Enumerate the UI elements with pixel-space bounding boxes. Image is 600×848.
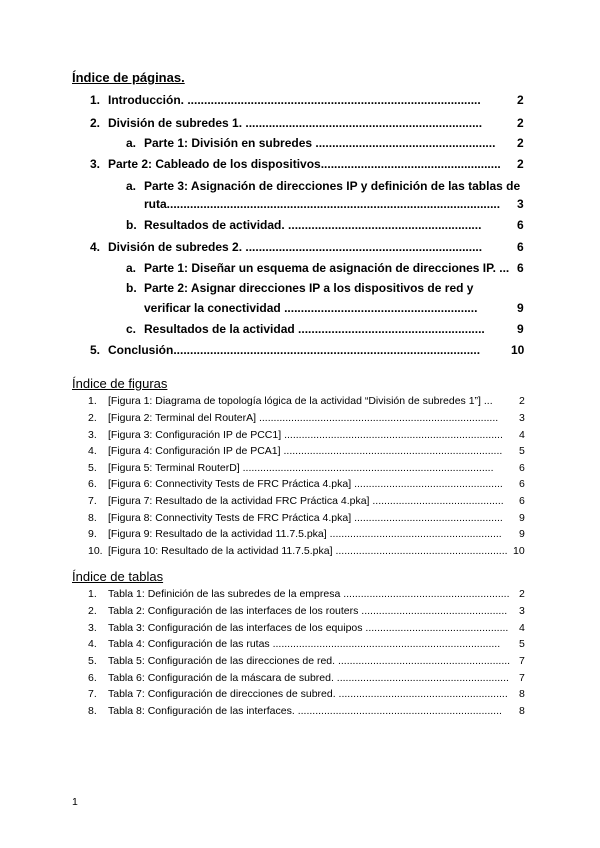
figure-entry[interactable]	[88, 412, 528, 426]
table-entry-text: Tabla 8: Configuración de las interfaces. ......................................................................	[108, 705, 502, 717]
figure-entry-page: 3	[519, 412, 525, 424]
figure-entry-page: 6	[519, 495, 525, 507]
toc-entry-text: Parte 1: División en subredes ......................................................	[144, 136, 496, 150]
figure-entry-page: 5	[519, 445, 525, 457]
toc-entry[interactable]	[126, 136, 526, 152]
toc-entry-text: Introducción. ........................................................................................	[108, 93, 481, 107]
toc-entry-page: 2	[517, 136, 524, 150]
table-entry-text: Tabla 4: Configuración de las rutas ..............................................................................	[108, 638, 501, 650]
toc-entry-continuation[interactable]	[144, 197, 526, 213]
figure-entry-text: [Figura 5: Terminal RouterD] ......................................................................................	[108, 462, 494, 474]
table-entry[interactable]	[88, 705, 528, 719]
figure-entry-page: 2	[519, 395, 525, 407]
table-entry-number: 1.	[88, 588, 97, 600]
figure-entry-text: [Figura 1: Diagrama de topología lógica de la actividad “División de subredes 1”] ...	[108, 395, 493, 407]
figure-entry[interactable]	[88, 445, 528, 459]
toc-entry[interactable]	[90, 93, 526, 109]
figure-entry-number: 9.	[88, 528, 97, 540]
table-entry-page: 4	[519, 622, 525, 634]
table-entry[interactable]	[88, 672, 528, 686]
toc-entry-text: Parte 2: Asignar direcciones IP a los dispositivos de red y	[144, 281, 474, 295]
toc-entry-number: a.	[126, 179, 137, 193]
table-entry-number: 3.	[88, 622, 97, 634]
figure-entry-text: [Figura 6: Connectivity Tests de FRC Práctica 4.pka] ...................................................	[108, 478, 503, 490]
toc-entry[interactable]	[90, 116, 526, 132]
figure-entry-page: 6	[519, 462, 525, 474]
table-entry-page: 3	[519, 605, 525, 617]
figure-entry-text: [Figura 9: Resultado de la actividad 11.7.5.pka] ...........................................................	[108, 528, 502, 540]
toc-entry-page: 6	[517, 261, 524, 275]
table-entry-number: 4.	[88, 638, 97, 650]
figure-entry-text: [Figura 4: Configuración IP de PCA1] ...........................................................................	[108, 445, 503, 457]
table-entry-page: 7	[519, 672, 525, 684]
toc-entry-text: Parte 1: Diseñar un esquema de asignación de direcciones IP. ...	[144, 261, 510, 275]
toc-entry[interactable]	[126, 218, 526, 234]
figure-entry[interactable]	[88, 462, 528, 476]
toc-entry-number: 2.	[90, 116, 101, 130]
figure-entry-number: 6.	[88, 478, 97, 490]
toc-entry-number: b.	[126, 281, 137, 295]
figure-entry-number: 3.	[88, 429, 97, 441]
table-entry[interactable]	[88, 688, 528, 702]
table-entry-text: Tabla 7: Configuración de direcciones de subred. ..........................................................	[108, 688, 508, 700]
toc-entry-number: 3.	[90, 157, 101, 171]
table-entry-text: Tabla 1: Definición de las subredes de la empresa .........................................................	[108, 588, 510, 600]
toc-entry-number: b.	[126, 218, 137, 232]
toc-entry[interactable]	[126, 322, 526, 338]
figure-entry-number: 4.	[88, 445, 97, 457]
table-entry-page: 8	[519, 705, 525, 717]
toc-entry-text: Resultados de actividad. ..........................................................	[144, 218, 482, 232]
toc-entry[interactable]	[90, 343, 526, 359]
table-entry-page: 5	[519, 638, 525, 650]
toc-entry-page: 9	[517, 322, 524, 336]
toc-entry-number: 1.	[90, 93, 101, 107]
toc-entry-page: 9	[517, 301, 524, 315]
figure-entry-text: [Figura 3: Configuración IP de PCC1] ...........................................................................	[108, 429, 503, 441]
toc-entry-number: a.	[126, 261, 137, 275]
figure-entry[interactable]	[88, 478, 528, 492]
table-entry-number: 7.	[88, 688, 97, 700]
toc-entry-number: 5.	[90, 343, 101, 357]
toc-entry[interactable]	[126, 261, 526, 277]
toc-entry-number: c.	[126, 322, 137, 336]
table-entry-text: Tabla 6: Configuración de la máscara de subred. ...........................................................	[108, 672, 509, 684]
figure-entry-number: 8.	[88, 512, 97, 524]
tables-index-heading: Índice de tablas	[72, 569, 164, 584]
table-entry-number: 6.	[88, 672, 97, 684]
toc-entry-number: a.	[126, 136, 137, 150]
table-entry-number: 8.	[88, 705, 97, 717]
table-entry-page: 8	[519, 688, 525, 700]
figure-entry-number: 7.	[88, 495, 97, 507]
page-number: 1	[72, 796, 78, 808]
table-entry-text: Tabla 3: Configuración de las interfaces de los equipos .................................................	[108, 622, 509, 634]
figures-index-heading: Índice de figuras	[72, 376, 168, 391]
toc-entry-text: verificar la conectividad ..........................................................	[144, 301, 478, 315]
toc-entry-page: 2	[517, 93, 524, 107]
toc-entry-page: 6	[517, 240, 524, 254]
figure-entry-text: [Figura 8: Connectivity Tests de FRC Práctica 4.pka] ...................................................	[108, 512, 503, 524]
figure-entry-text: [Figura 7: Resultado de la actividad FRC Práctica 4.pka] .............................................	[108, 495, 504, 507]
toc-entry[interactable]	[90, 240, 526, 256]
table-entry[interactable]	[88, 588, 528, 602]
figure-entry-number: 10.	[88, 545, 103, 557]
table-entry-text: Tabla 5: Configuración de las direcciones de red. ...........................................................	[108, 655, 511, 667]
figure-entry[interactable]	[88, 528, 528, 542]
toc-entry[interactable]	[126, 179, 530, 195]
table-entry[interactable]	[88, 605, 528, 619]
table-entry[interactable]	[88, 638, 528, 652]
table-entry-page: 7	[519, 655, 525, 667]
toc-entry-page: 6	[517, 218, 524, 232]
toc-entry-page: 3	[517, 197, 524, 211]
figure-entry[interactable]	[88, 429, 528, 443]
figure-entry-number: 1.	[88, 395, 97, 407]
toc-entry-number: 4.	[90, 240, 101, 254]
figure-entry-number: 2.	[88, 412, 97, 424]
figure-entry-page: 10	[513, 545, 525, 557]
toc-entry-page: 2	[517, 157, 524, 171]
table-entry-number: 2.	[88, 605, 97, 617]
toc-entry-text: División de subredes 2. .......................................................................	[108, 240, 483, 254]
toc-entry-text: Parte 2: Cableado de los dispositivos......................................................	[108, 157, 501, 171]
figure-entry-text: [Figura 2: Terminal del RouterA] ..................................................................................	[108, 412, 499, 424]
toc-entry-text: Conclusión............................................................................................	[108, 343, 481, 357]
figure-entry-number: 5.	[88, 462, 97, 474]
figure-entry-page: 9	[519, 528, 525, 540]
pages-index-heading: Índice de páginas.	[72, 70, 185, 85]
figure-entry[interactable]	[88, 395, 528, 409]
toc-entry-page: 10	[511, 343, 525, 357]
figure-entry-page: 6	[519, 478, 525, 490]
figure-entry-page: 4	[519, 429, 525, 441]
toc-entry-continuation[interactable]	[144, 301, 526, 317]
toc-entry-text: División de subredes 1. .......................................................................	[108, 116, 483, 130]
toc-entry-text: ruta....................................................................................................	[144, 197, 501, 211]
toc-entry[interactable]	[90, 157, 526, 173]
figure-entry-page: 9	[519, 512, 525, 524]
toc-entry-page: 2	[517, 116, 524, 130]
toc-entry-text: Resultados de la actividad ........................................................	[144, 322, 485, 336]
figure-entry[interactable]	[88, 545, 528, 559]
table-entry-text: Tabla 2: Configuración de las interfaces de los routers ..................................................	[108, 605, 508, 617]
figure-entry-text: [Figura 10: Resultado de la actividad 11.7.5.pka] ...........................................................	[108, 545, 508, 557]
figure-entry[interactable]	[88, 495, 528, 509]
toc-entry-text: Parte 3: Asignación de direcciones IP y definición de las tablas de	[144, 179, 521, 193]
table-entry-page: 2	[519, 588, 525, 600]
table-entry[interactable]	[88, 622, 528, 636]
table-entry-number: 5.	[88, 655, 97, 667]
figure-entry[interactable]	[88, 512, 528, 526]
table-entry[interactable]	[88, 655, 528, 669]
toc-entry[interactable]	[126, 281, 526, 297]
